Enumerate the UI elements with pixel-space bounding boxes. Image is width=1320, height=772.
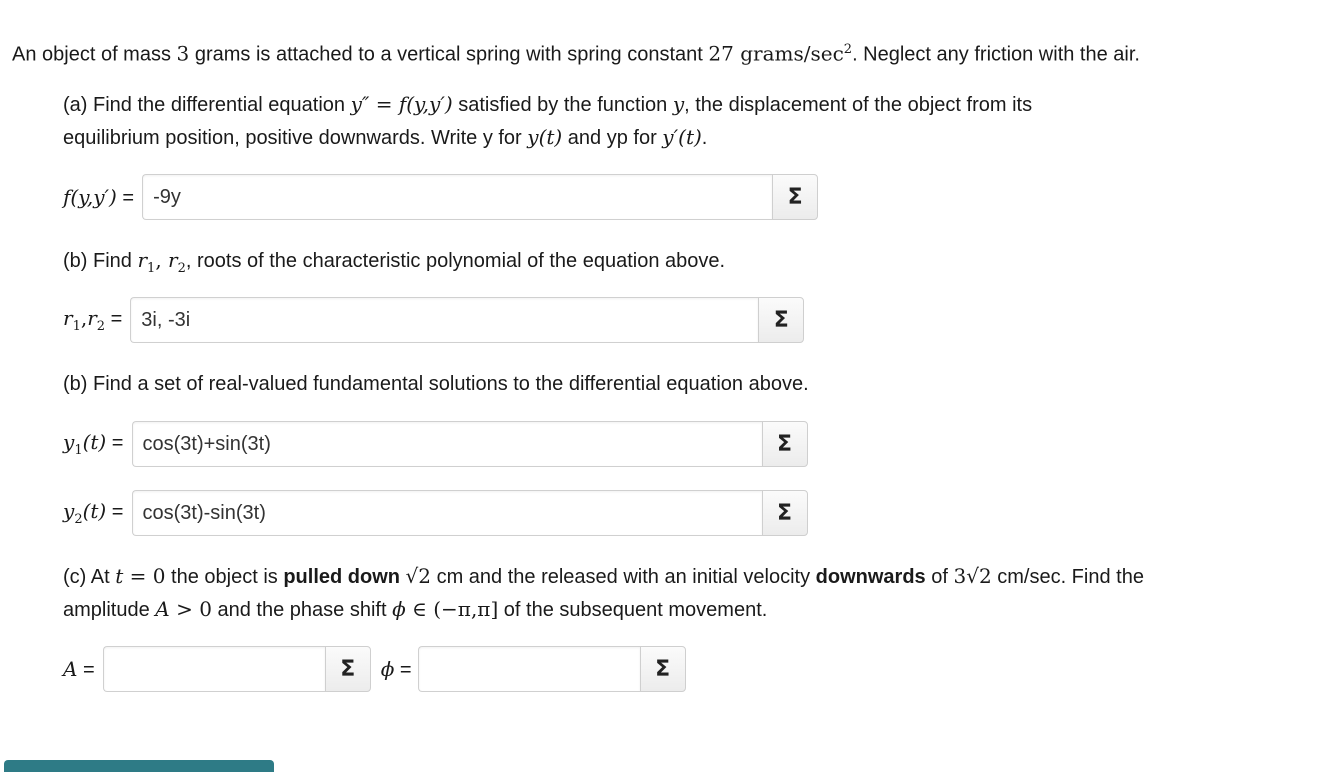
part-c-text-7: and the phase shift (211, 599, 393, 621)
sigma-button-phase[interactable] (640, 646, 686, 692)
part-c-text: (c) At (63, 566, 116, 588)
spring-constant-value: 27 (708, 41, 734, 66)
answer-row-y1 (63, 421, 808, 467)
roots-label (63, 306, 122, 334)
part-c-text-6: amplitude (63, 599, 156, 621)
sigma-button-roots[interactable] (758, 297, 804, 343)
part-c-text-8: of the subsequent movement. (498, 599, 768, 621)
label-r1: r (63, 306, 73, 330)
sigma-icon: Σ (776, 431, 793, 457)
f-label-math: f(y,y′) (63, 184, 117, 209)
f-answer-input[interactable] (142, 174, 772, 220)
part-a-text-5: and yp for (562, 127, 663, 149)
f-label (63, 185, 134, 210)
sigma-button-y1[interactable] (762, 421, 808, 467)
var-phi: ϕ (392, 597, 406, 621)
label-y1-sub: 1 (74, 443, 83, 458)
part-b1-question (63, 244, 1308, 285)
intro-text-2: grams is attached to a vertical spring with spring constant (189, 43, 709, 66)
answer-row-f (63, 174, 818, 220)
equals-sign: = (116, 186, 135, 209)
phi-interval: ∈ (−π,π] (405, 597, 499, 621)
label-y1: y (63, 430, 75, 454)
units-exponent: 2 (843, 42, 853, 57)
equals-sign: = (394, 658, 412, 681)
part-c-text-5: cm/sec. Find the (991, 566, 1144, 588)
label-sub-2: 2 (96, 319, 106, 334)
sigma-icon: Σ (773, 307, 789, 333)
y2-answer-input[interactable] (132, 490, 762, 536)
sub-2: 2 (177, 261, 186, 276)
part-b1-text: (b) Find (63, 250, 138, 272)
roots-answer-input[interactable] (130, 297, 758, 343)
velocity-value: 3√2 (953, 564, 992, 588)
var-r2: r (168, 248, 178, 272)
label-phi: ϕ (380, 656, 395, 681)
y1-answer-input[interactable] (132, 421, 762, 467)
part-b2-text: (b) Find a set of real-valued fundamental solutions to the differential equation above. (63, 373, 809, 395)
intro-text-3: . Neglect any friction with the air. (852, 43, 1140, 66)
part-c-text-4: of (925, 566, 954, 588)
part-a-text-6: . (701, 127, 708, 149)
label-comma: , (80, 306, 88, 330)
part-a-question (63, 88, 1308, 154)
phi-label (381, 657, 412, 682)
sqrt-two: √2 (405, 564, 432, 588)
part-c-question (63, 560, 1308, 626)
part-c-text-2: the object is (165, 566, 284, 588)
equals-sign: = (106, 432, 124, 454)
gt-zero: > 0 (169, 597, 212, 621)
problem-intro (12, 36, 1140, 69)
part-b2-question (63, 368, 1308, 400)
var-yt: y(t) (527, 125, 563, 149)
submit-button-partial[interactable] (4, 760, 274, 772)
sigma-icon: Σ (655, 656, 671, 682)
label-sub-1: 1 (72, 319, 81, 334)
part-a-text-2: satisfied by the function (452, 94, 673, 116)
pulled-down-bold: pulled down (283, 566, 400, 588)
answer-row-y2 (63, 490, 808, 536)
y1-label (63, 430, 124, 458)
y2-label (63, 499, 124, 527)
phase-input[interactable] (418, 646, 640, 692)
sub-1: 1 (147, 261, 156, 276)
answer-row-amplitude-phase (63, 646, 686, 692)
units: grams/sec (733, 41, 844, 66)
intro-text: An object of mass (12, 43, 177, 66)
sigma-button-y2[interactable] (762, 490, 808, 536)
part-a-text-3: , the displacement of the object from its (684, 94, 1033, 116)
comma: , (155, 248, 169, 272)
sigma-icon: Σ (776, 500, 793, 526)
downwards-bold: downwards (815, 566, 926, 588)
var-ypt: y′(t) (662, 125, 702, 149)
label-y2: y (63, 499, 75, 523)
sigma-button-amplitude[interactable] (325, 646, 371, 692)
var-A: A (155, 597, 170, 621)
amplitude-input[interactable] (103, 646, 325, 692)
answer-row-roots (63, 297, 804, 343)
equals-sign: = (105, 308, 123, 330)
A-label (63, 657, 95, 682)
sigma-icon: Σ (787, 184, 803, 210)
var-t: t (115, 564, 124, 588)
var-r1: r (137, 248, 148, 272)
ode-expression: y″ = f(y,y′) (350, 92, 453, 116)
eq-zero: = 0 (123, 564, 166, 588)
label-A: A (63, 656, 78, 681)
label-y2-arg: (t) (82, 499, 107, 523)
part-a-text: (a) Find the differential equation (63, 94, 351, 116)
part-c-text-3: cm and the released with an initial velocity (431, 566, 816, 588)
var-y: y (672, 92, 685, 116)
sigma-icon: Σ (340, 656, 356, 682)
label-y2-sub: 2 (74, 512, 83, 527)
part-b1-text-2: , roots of the characteristic polynomial of the equation above. (185, 250, 726, 272)
equals-sign: = (77, 658, 95, 681)
sigma-button-f[interactable] (772, 174, 818, 220)
label-r2: r (87, 306, 97, 330)
mass-value: 3 (176, 41, 190, 66)
label-y1-arg: (t) (82, 430, 107, 454)
part-a-text-4: equilibrium position, positive downwards. Write y for (63, 127, 528, 149)
equals-sign: = (106, 501, 124, 523)
